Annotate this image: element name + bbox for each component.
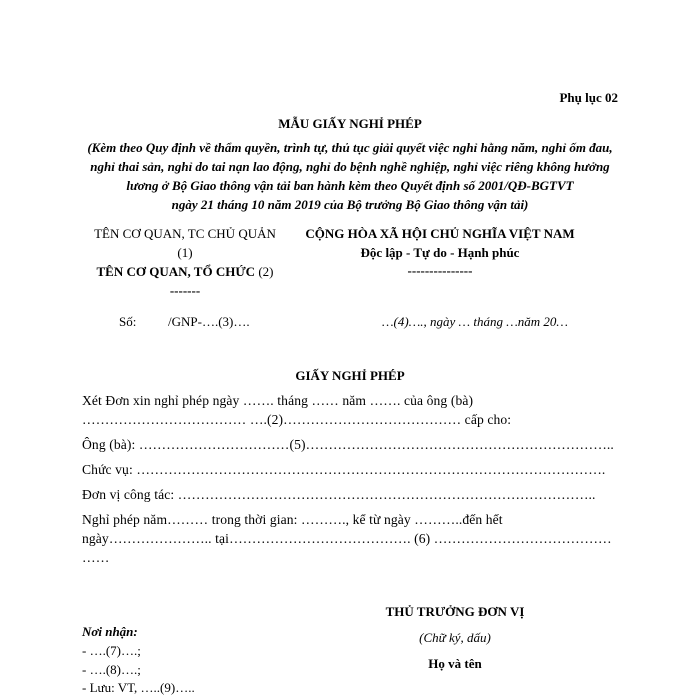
- signature-note: (Chữ ký, dấu): [419, 630, 491, 645]
- place-date: …(4)…., ngày … tháng …năm 20…: [382, 314, 568, 329]
- signer-name: Họ và tên: [428, 656, 482, 671]
- employee-name-field: Ông (bà): ……………………………(5)…………………………………………………………..: [82, 437, 614, 452]
- grant-line: ……………………………… ….(2)………………………………… cấp cho:: [82, 412, 512, 427]
- application-line: Xét Đơn xin nghỉ phép ngày ……. tháng …… năm ……. của ông (bà): [82, 393, 474, 408]
- recipient-item: - Lưu: VT, …..(9)…..: [82, 680, 195, 695]
- form-title: MẪU GIẤY NGHỈ PHÉP: [278, 116, 422, 131]
- work-unit-field: Đơn vị công tác: ………………………………………………………………………………..: [82, 487, 596, 502]
- subtitle-line: ngày 21 tháng 10 năm 2019 của Bộ trưởng Bộ Giao thông vận tải): [171, 197, 529, 212]
- leave-location-field: ngày………………….. tại…………………………………. (6) …………………………………: [82, 531, 612, 546]
- recipient-item: - ….(8)….;: [82, 662, 141, 677]
- signature-title: THỦ TRƯỞNG ĐƠN VỊ: [385, 604, 525, 619]
- number-value: /GNP-….(3)….: [168, 314, 250, 329]
- position-field: Chức vụ: ………………………………………………………………………………………….: [82, 462, 606, 477]
- subtitle-line: (Kèm theo Quy định về thẩm quyền, trình tự, thủ tục giải quyết việc nghỉ hằng năm, nghỉ ốm đau,: [87, 140, 613, 155]
- agency-note: (2): [258, 264, 274, 279]
- nation-name: CỘNG HÒA XÃ HỘI CHỦ NGHĨA VIỆT NAM: [305, 226, 575, 241]
- agency-name-line: [80, 264, 290, 280]
- national-motto: Độc lập - Tự do - Hạnh phúc: [360, 245, 520, 260]
- appendix-label: Phụ lục 02: [559, 90, 618, 105]
- motto-separator: ---------------: [407, 263, 473, 278]
- subtitle-line: nghỉ thai sản, nghỉ do tai nạn lao động, nghỉ do bệnh nghề nghiệp, nghỉ việc riêng không hưởng: [90, 159, 610, 174]
- number-label: Số:: [119, 314, 137, 329]
- agency-separator: -------: [169, 283, 201, 298]
- recipients-title: Nơi nhận:: [82, 624, 138, 639]
- document-title: GIẤY NGHỈ PHÉP: [295, 368, 405, 383]
- agency-name: TÊN CƠ QUAN, TỔ CHỨC: [96, 264, 256, 279]
- leave-period-field: Nghỉ phép năm……… trong thời gian: ………., kể từ ngày ………..đến hết: [82, 512, 503, 527]
- agency-parent-name: TÊN CƠ QUAN, TC CHỦ QUẢN: [94, 226, 276, 241]
- recipient-item: - ….(7)….;: [82, 643, 141, 658]
- subtitle-line: lương ở Bộ Giao thông vận tải ban hành kèm theo Quyết định số 2001/QĐ-BGTVT: [126, 178, 574, 193]
- leave-location-continuation: ……: [82, 550, 110, 565]
- agency-parent-note: (1): [177, 245, 193, 260]
